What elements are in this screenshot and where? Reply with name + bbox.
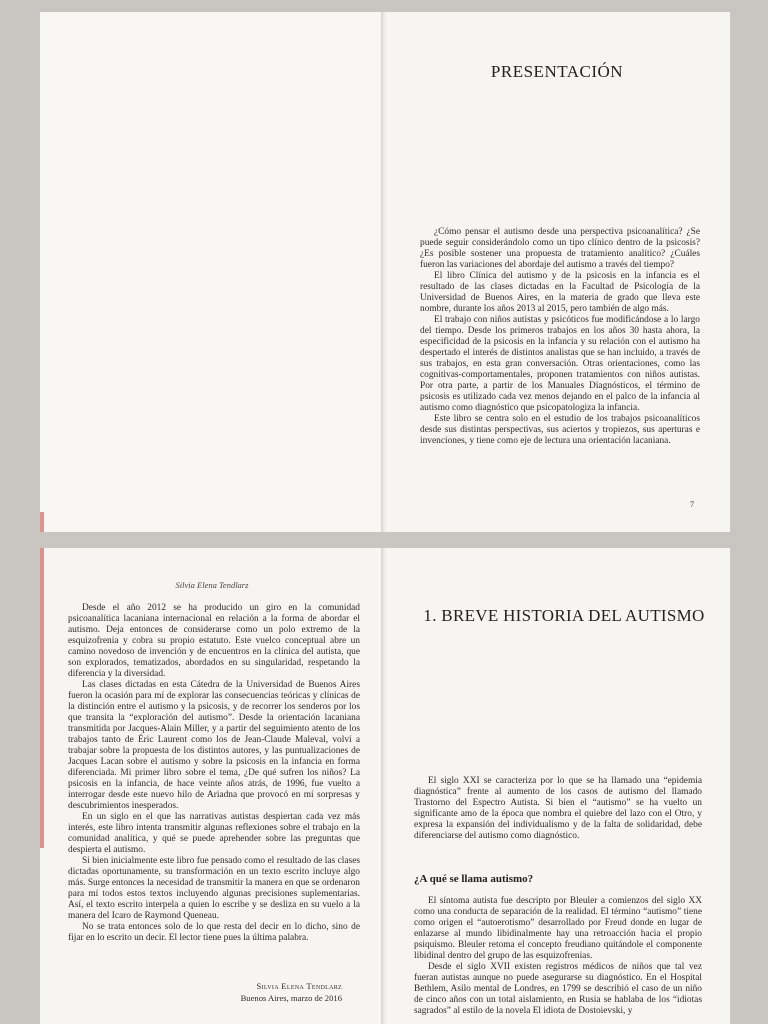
- page-number: 7: [690, 500, 694, 509]
- paragraph: ¿Cómo pensar el autismo desde una perspectiva psicoanalítica? ¿Se puede seguir considerándolo como un tipo clínico dentro de la psicosis? ¿Es posible sostener una propuesta de tratamiento analítico? ¿Cuáles fueron las variaciones del abordaje del autismo a través del tiempo?: [420, 227, 700, 270]
- presentation-heading: PRESENTACIÓN: [490, 62, 624, 81]
- paragraph: No se trata entonces solo de lo que resta del decir en lo dicho, sino de fijar en lo escrito un decir. El lector tiene pues la última palabra.: [68, 922, 360, 943]
- chapter-title: 1. BREVE HISTORIA DEL AUTISMO: [423, 606, 705, 625]
- signature-block: [241, 980, 342, 1004]
- paragraph: Este libro se centra solo en el estudio de los trabajos psicoanalíticos desde sus distintas perspectivas, sus aciertos y tropiezos, sus aperturas e invenciones, y tiene como eje de lectura una orientación lacaniana.: [420, 414, 700, 446]
- acknowledgement-text: [68, 603, 360, 944]
- signature-place: Buenos Aires, marzo de 2016: [240, 993, 342, 1003]
- book-gutter: [381, 548, 387, 1024]
- signature-name: Silvia Elena Tendlarz: [256, 981, 342, 991]
- paragraph: Si bien inicialmente este libro fue pensado como el resultado de las clases dictadas oportunamente, su transformación en un texto escrito incluye algo más. Surge entonces la necesidad de transmitir la manera en que se ordenaron para mí todos estos textos incluyendo algunas precisiones suplementarias. Así, el texto escrito interpela a quien lo escribe y se desliza en su vuelo a la manera del Icaro de Raymond Queneau.: [68, 856, 360, 921]
- section-text: [414, 896, 702, 1017]
- top-spread: [0, 12, 768, 532]
- bottom-spread: [0, 548, 768, 1024]
- paragraph: El trabajo con niños autistas y psicóticos fue modificándose a lo largo del tiempo. Desde los primeros trabajos en los años 30 hasta ahora, la especificidad de la psicosis en la infancia y su relación con el autismo ha despertado el interés de distintos analistas que se han incluido, a través de sus trabajos, en esta gran conversación. Otras orientaciones, como las cognitivas-comportamentales, proponen tratamientos con niños autistas. Por otra parte, a partir de los Manuales Diagnósticos, el término de psicosis es utilizado cada vez menos dejando en el palco de la infancia al autismo como diagnóstico que psicopatologiza la infancia.: [420, 315, 700, 413]
- top-left-page: [40, 12, 384, 532]
- book-gutter: [381, 12, 387, 532]
- paragraph: Desde el año 2012 se ha producido un giro en la comunidad psicoanalítica lacaniana internacional en relación a la forma de abordar el autismo. Deja entonces de considerarse como un polo extremo de la esquizofrenia y cobra su propio estatuto. Este vuelco conceptual abre un camino novedoso de invención y de encuentros en la clínica del autista, que son explorados, tematizados, abordados en su singularidad, respetando la diferencia y la diversidad.: [68, 603, 360, 679]
- paragraph: El síntoma autista fue descripto por Bleuler a comienzos del siglo XX como una conducta de separación de la realidad. El término “autismo” tiene como origen el “autoerotismo” desarrollado por Freud donde en lugar de enlazarse al mundo libidinalmente hay una retroacción hacia el propio psiquismo. Bleuler retoma el concepto freudiano quitándole el componente libidinal dentro del grupo de las esquizofrenias.: [414, 896, 702, 961]
- bottom-left-page: [40, 548, 384, 1024]
- paragraph: El siglo XXI se caracteriza por lo que se ha llamado una “epidemia diagnóstica” frente al aumento de los casos de autismo del llamado Trastorno del Espectro Autista. Si bien el “autismo” se ha vuelto un significante amo de la época que nombra el quiebre del lazo con el Otro, y expresa la expansión del individualismo y de la falta de solidaridad, debe diferenciarse del autismo como diagnóstico.: [414, 776, 702, 841]
- paragraph: Desde el siglo XVII existen registros médicos de niños que tal vez fueran autistas aunque no puede asegurarse su diagnóstico. En el Hospital Bethlem, Asilo mental de Londres, en 1799 se describió el caso de un niño de cinco años con un total aislamiento, en Rusia se hablaba de los “idiotas sagrados” al estilo de la novela El idiota de Dostoievski, y: [414, 962, 702, 1016]
- presentation-text: [420, 227, 700, 447]
- section-heading: ¿A qué se llama autismo?: [414, 873, 534, 885]
- paragraph: En un siglo en el que las narrativas autistas despiertan cada vez más interés, este libro intenta transmitir algunas reflexiones sobre el trabajo en la comunidad analítica, y qué se puede aprehender sobre las preguntas que despierta el autismo.: [68, 812, 360, 855]
- page-edge-mark: [40, 512, 44, 532]
- chapter-intro: [414, 776, 702, 842]
- bottom-right-page: [384, 548, 730, 1024]
- paragraph: Las clases dictadas en esta Cátedra de la Universidad de Buenos Aires fueron la ocasión para mí de explorar las consecuencias teóricas y clínicas de la distinción entre el autismo y la psicosis, y de recorrer los senderos por los que transita la “exploración del autismo”. Desde la orientación lacaniana transmitida por Jacques-Alain Miller, y a partir del seguimiento atento de los trabajos tanto de Éric Laurent como los de Jean-Claude Maleval, volví a trabajar sobre la propuesta de los distintos autores, y las puntualizaciones de Jacques Lacan sobre el autismo y sobre la psicosis en la infancia en forma diferenciada. Mi primer libro sobre el tema, ¿De qué sufren los niños? La psicosis en la infancia, de hace veinte años atrás, de 1996, fue vuelto a interrogar desde este nuevo hilo de Ariadna que provocó en mí sorpresas y descubrimientos inesperados.: [68, 680, 360, 811]
- paragraph: El libro Clínica del autismo y de la psicosis en la infancia es el resultado de las clases dictadas en la Facultad de Psicología de la Universidad de Buenos Aires, en la materia de grado que lleva este nombre, durante los años 2013 al 2015, pero también de algo más.: [420, 271, 700, 314]
- top-right-page: [384, 12, 730, 532]
- running-head: Silvia Elena Tendlarz: [175, 580, 249, 590]
- page-edge-mark: [40, 548, 44, 848]
